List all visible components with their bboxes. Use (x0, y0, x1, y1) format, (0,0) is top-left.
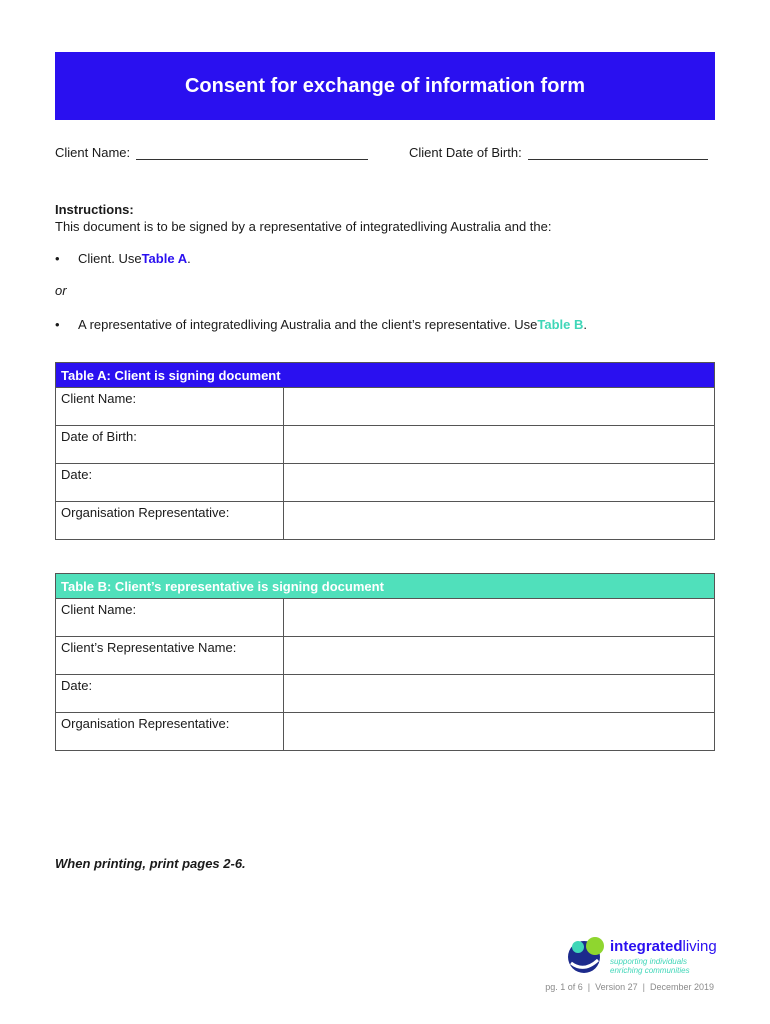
table-row (56, 388, 715, 426)
client-dob-label: Client Date of Birth: (409, 145, 522, 160)
bullet-dot: • (55, 317, 60, 332)
row-input-cell[interactable] (284, 675, 715, 713)
row-input-cell[interactable] (284, 502, 715, 540)
table-b-link[interactable]: Table B (537, 317, 584, 332)
integratedliving-logo (565, 933, 717, 978)
table-row (56, 599, 715, 637)
row-input-cell[interactable] (284, 637, 715, 675)
row-label: Client Name: (56, 599, 284, 637)
table-a (55, 362, 715, 540)
bullet-2-suffix: . (583, 317, 587, 332)
logo-tagline-2: enriching communities (610, 966, 690, 975)
table-row (56, 713, 715, 751)
bullet-2-prefix: A representative of integratedliving Australia and the client’s representative. Use (78, 317, 538, 332)
table-row (56, 675, 715, 713)
page-title: Consent for exchange of information form (184, 74, 586, 97)
row-label: Client Name: (56, 388, 284, 426)
table-b (55, 573, 715, 751)
instruction-bullet-1 (55, 251, 191, 266)
table-b-header: Table B: Client’s representative is signing document (56, 574, 715, 599)
instructions-heading: Instructions: (55, 202, 134, 217)
row-label: Organisation Representative: (56, 502, 284, 540)
instructions-text: This document is to be signed by a representative of integratedliving Australia and the: (55, 219, 552, 234)
table-a-header: Table A: Client is signing document (56, 363, 715, 388)
bullet-1-prefix: Client. Use (78, 251, 142, 266)
client-name-field (55, 145, 368, 160)
table-row (56, 637, 715, 675)
bullet-1-suffix: . (187, 251, 191, 266)
page-footer: pg. 1 of 6 | Version 27 | December 2019 (545, 982, 714, 992)
row-input-cell[interactable] (284, 426, 715, 464)
table-row (56, 502, 715, 540)
row-label: Date of Birth: (56, 426, 284, 464)
or-text: or (55, 283, 67, 298)
instruction-bullet-2 (55, 317, 587, 332)
table-a-link[interactable]: Table A (141, 251, 188, 266)
row-input-cell[interactable] (284, 388, 715, 426)
logo-tagline-1: supporting individuals (610, 957, 687, 966)
row-label: Organisation Representative: (56, 713, 284, 751)
row-label: Client’s Representative Name: (56, 637, 284, 675)
client-name-label: Client Name: (55, 145, 131, 160)
row-label: Date: (56, 464, 284, 502)
client-name-line[interactable] (136, 145, 368, 160)
client-dob-field (409, 145, 708, 160)
client-dob-line[interactable] (528, 145, 708, 160)
row-input-cell[interactable] (284, 464, 715, 502)
bullet-dot: • (55, 251, 60, 266)
title-banner (55, 52, 715, 120)
row-input-cell[interactable] (284, 599, 715, 637)
logo-word-bold: integrated (610, 938, 683, 955)
logo-wordmark (610, 938, 717, 955)
row-input-cell[interactable] (284, 713, 715, 751)
table-row (56, 464, 715, 502)
print-note: When printing, print pages 2-6. (55, 856, 246, 871)
logo-mark-icon (565, 933, 609, 977)
logo-word-light: living (682, 938, 717, 955)
row-label: Date: (56, 675, 284, 713)
logo-tagline (610, 957, 690, 975)
table-row (56, 426, 715, 464)
